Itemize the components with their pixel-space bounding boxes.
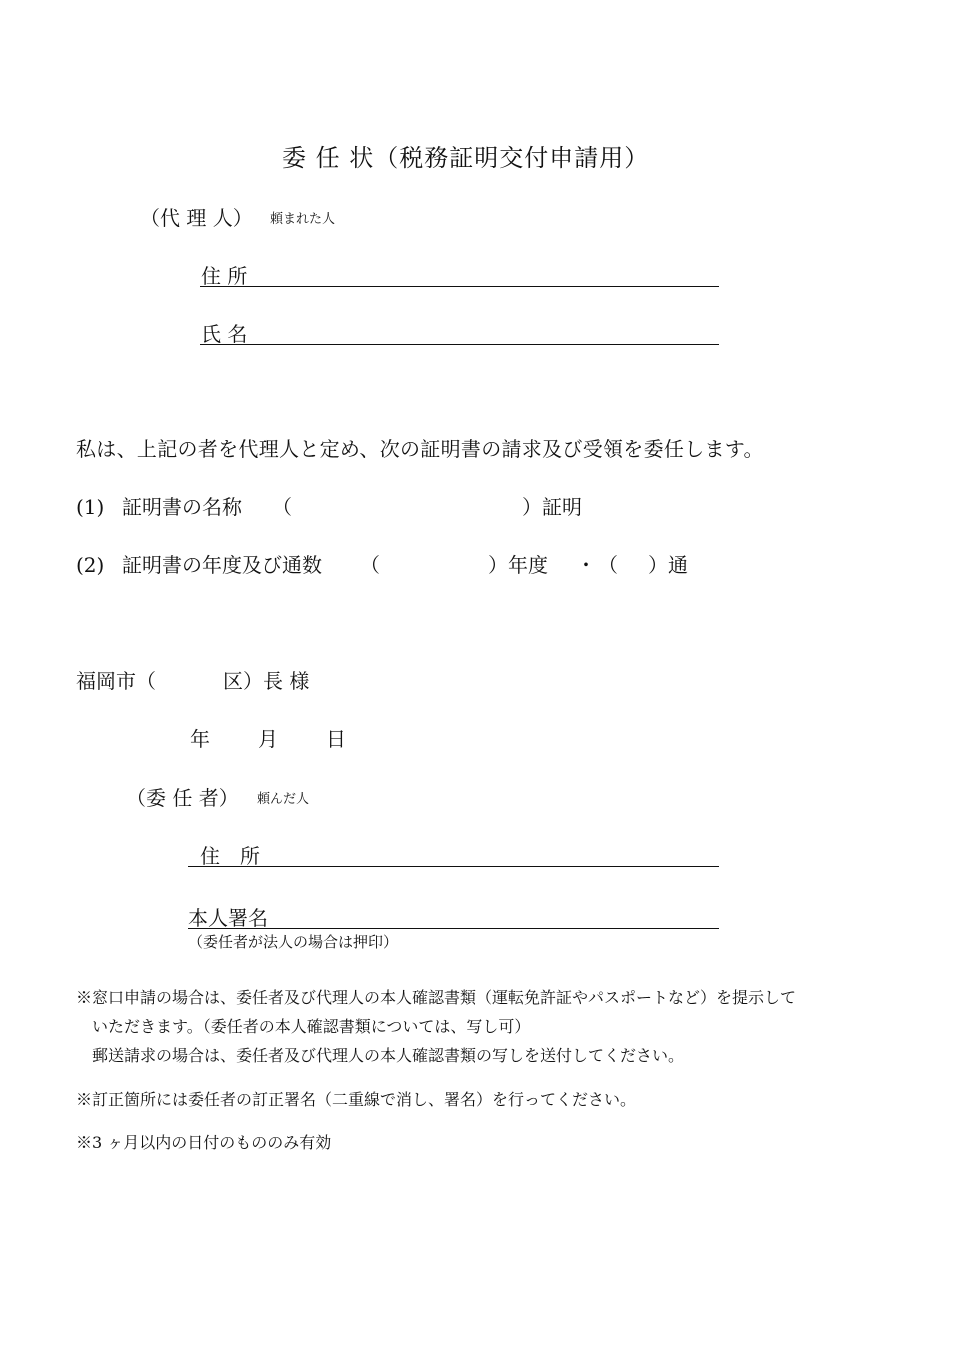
item2-count-suffix: ）通 (648, 553, 688, 577)
principal-address-field[interactable] (188, 866, 719, 867)
item2-dot: ・ (576, 553, 596, 577)
item2-label: 証明書の年度及び通数 (122, 553, 322, 577)
item1-label: 証明書の名称 (122, 495, 242, 519)
date-day-label: 日 (326, 727, 346, 751)
certificate-name-field[interactable] (300, 494, 520, 520)
principal-address-label: 住 所 (200, 844, 260, 868)
document-title: 委 任 状（税務証明交付申請用） (282, 144, 650, 172)
certificate-year-field[interactable] (390, 552, 486, 578)
date-month-label: 月 (258, 727, 278, 751)
note1-line1: ※窓口申請の場合は、委任者及び代理人の本人確認書類（運転免許証やパスポートなど）を提示して (76, 988, 797, 1007)
agent-address-label: 住 所 (201, 264, 248, 288)
agent-name-label: 氏 名 (201, 322, 248, 346)
item1-open-paren: （ (272, 495, 292, 519)
agent-address-field[interactable] (200, 286, 719, 287)
principal-heading: （委 任 者） (126, 786, 239, 810)
date-year-label: 年 (190, 727, 210, 751)
principal-note: 頼んだ人 (257, 792, 310, 807)
addressee-ward-suffix: 区）長 様 (223, 669, 310, 693)
item1-number: (1) (76, 495, 105, 519)
item2-number: (2) (76, 553, 105, 577)
seal-note: （委任者が法人の場合は押印） (188, 933, 399, 951)
item2-count-open: （ (598, 553, 618, 577)
note1-line2: いただきます。（委任者の本人確認書類については、写し可） (92, 1017, 531, 1036)
agent-note: 頼まれた人 (270, 212, 336, 227)
item2-open-paren: （ (360, 553, 380, 577)
addressee-city: 福岡市（ (76, 669, 156, 693)
agent-heading: （代 理 人） (140, 206, 253, 230)
note2: ※訂正箇所には委任者の訂正署名（二重線で消し、署名）を行ってください。 (76, 1090, 637, 1109)
item1-close-suffix: ）証明 (522, 495, 582, 519)
delegation-statement: 私は、上記の者を代理人と定め、次の証明書の請求及び受領を委任します。 (76, 437, 764, 461)
certificate-count-field[interactable] (622, 552, 646, 578)
principal-signature-label: 本人署名 (188, 906, 268, 930)
ward-name-field[interactable] (168, 668, 220, 694)
item2-year-suffix: ）年度 (488, 553, 548, 577)
agent-name-field[interactable] (200, 344, 719, 345)
note3: ※3 ヶ月以内の日付のもののみ有効 (76, 1133, 332, 1152)
principal-signature-field[interactable] (188, 928, 719, 929)
note1-line3: 郵送請求の場合は、委任者及び代理人の本人確認書類の写しを送付してください。 (92, 1046, 685, 1065)
